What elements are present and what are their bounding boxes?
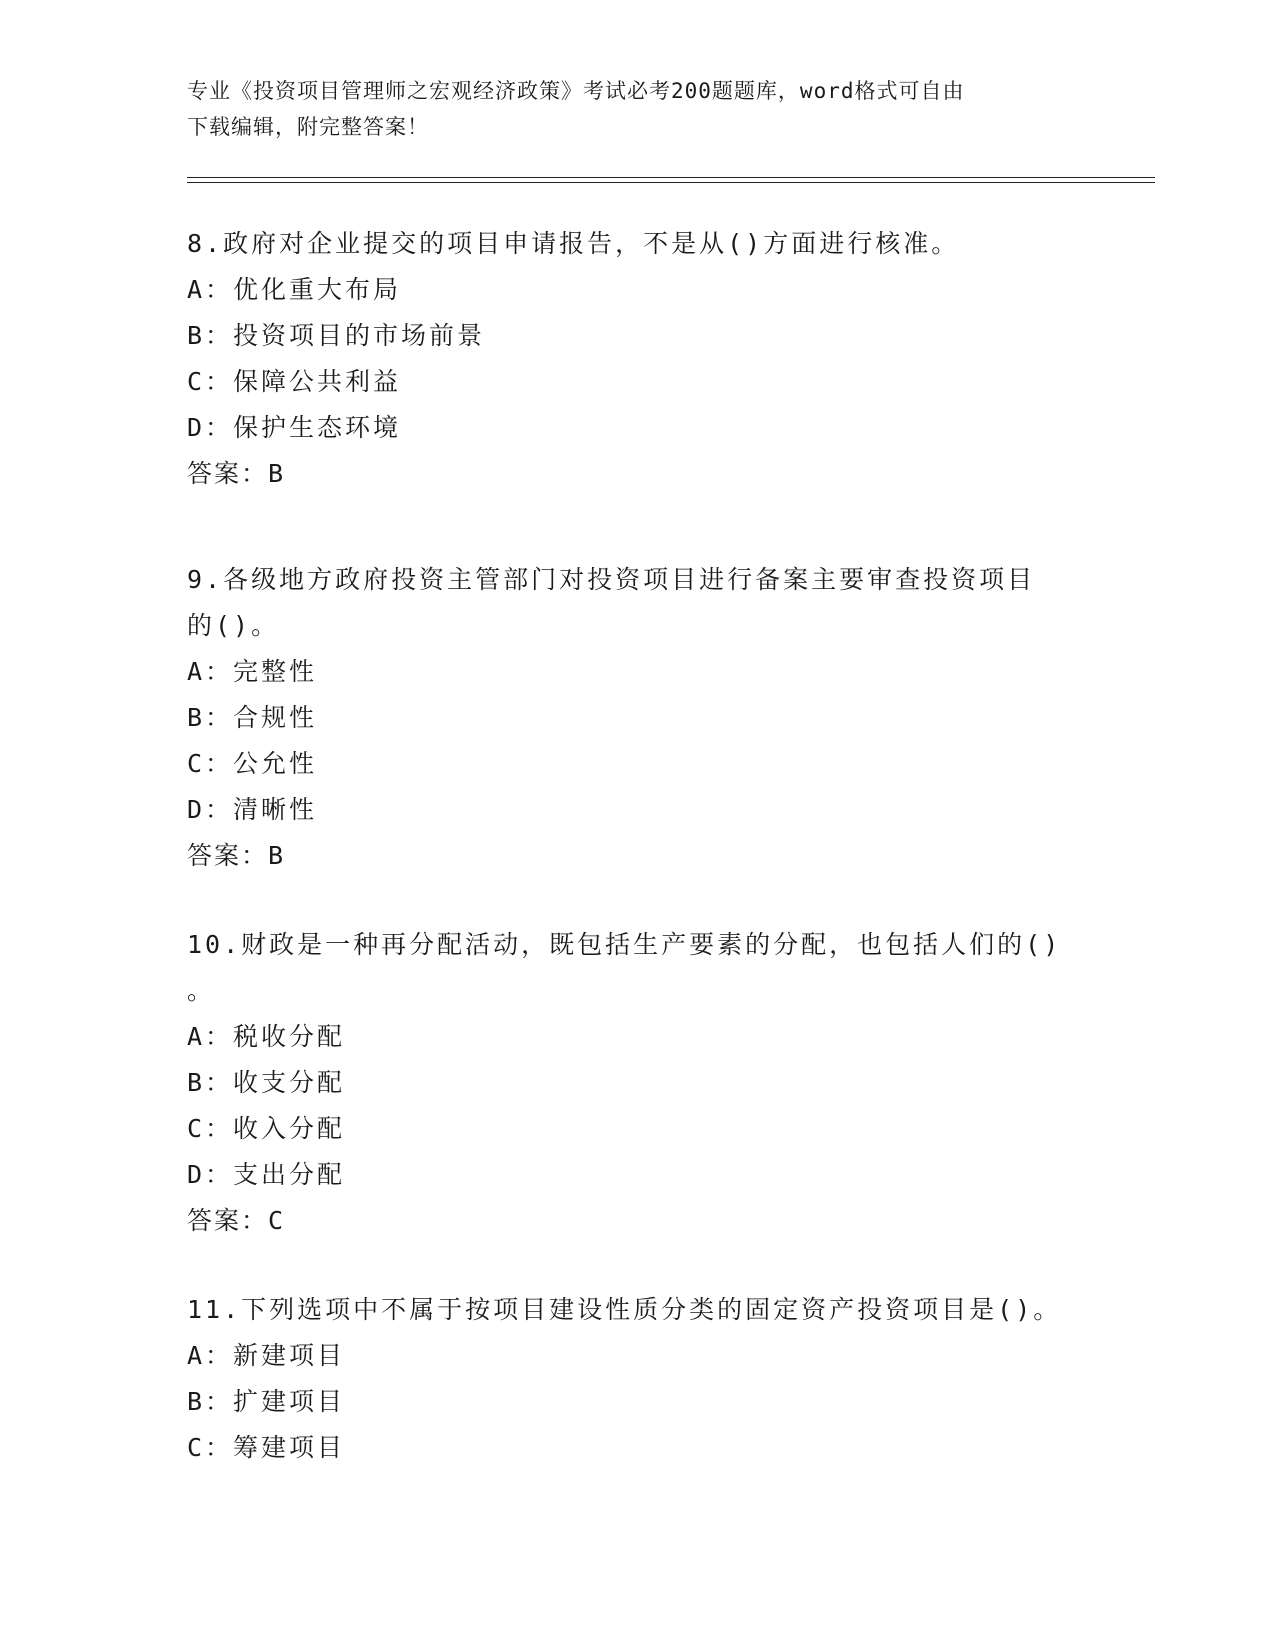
question-stem: 10.财政是一种再分配活动，既包括生产要素的分配，也包括人们的() (187, 930, 1062, 959)
option-b: B：收支分配 (187, 1068, 346, 1097)
option-a: A：税收分配 (187, 1022, 346, 1051)
option-d: D：保护生态环境 (187, 413, 402, 442)
answer: 答案：C (187, 1206, 286, 1235)
option-b: B：扩建项目 (187, 1387, 346, 1416)
header-divider-top (187, 177, 1155, 178)
option-b: B：投资项目的市场前景 (187, 321, 486, 350)
option-c: C：筹建项目 (187, 1433, 346, 1462)
document-header (187, 73, 1067, 145)
answer: 答案：B (187, 841, 286, 870)
header-line-2: 下载编辑，附完整答案！ (187, 115, 429, 139)
option-a: A：新建项目 (187, 1341, 346, 1370)
option-d: D：清晰性 (187, 795, 318, 824)
answer: 答案：B (187, 459, 286, 488)
option-a: A：完整性 (187, 657, 318, 686)
option-a: A：优化重大布局 (187, 275, 402, 304)
question-11 (187, 1287, 1087, 1471)
question-8 (187, 221, 1087, 497)
question-stem: 11.下列选项中不属于按项目建设性质分类的固定资产投资项目是()。 (187, 1295, 1062, 1324)
question-stem-continued: 的()。 (187, 611, 280, 640)
option-b: B：合规性 (187, 703, 318, 732)
header-line-1: 专业《投资项目管理师之宏观经济政策》考试必考200题题库，word格式可自由 (187, 79, 965, 103)
question-stem: 9.各级地方政府投资主管部门对投资项目进行备案主要审查投资项目 (187, 565, 1036, 594)
question-10 (187, 922, 1087, 1244)
question-stem: 8.政府对企业提交的项目申请报告，不是从()方面进行核准。 (187, 229, 960, 258)
header-divider-bottom (187, 182, 1155, 183)
option-c: C：收入分配 (187, 1114, 346, 1143)
option-c: C：公允性 (187, 749, 318, 778)
question-9 (187, 557, 1087, 879)
option-c: C：保障公共利益 (187, 367, 402, 396)
question-stem-continued: 。 (187, 976, 216, 1005)
option-d: D：支出分配 (187, 1160, 346, 1189)
